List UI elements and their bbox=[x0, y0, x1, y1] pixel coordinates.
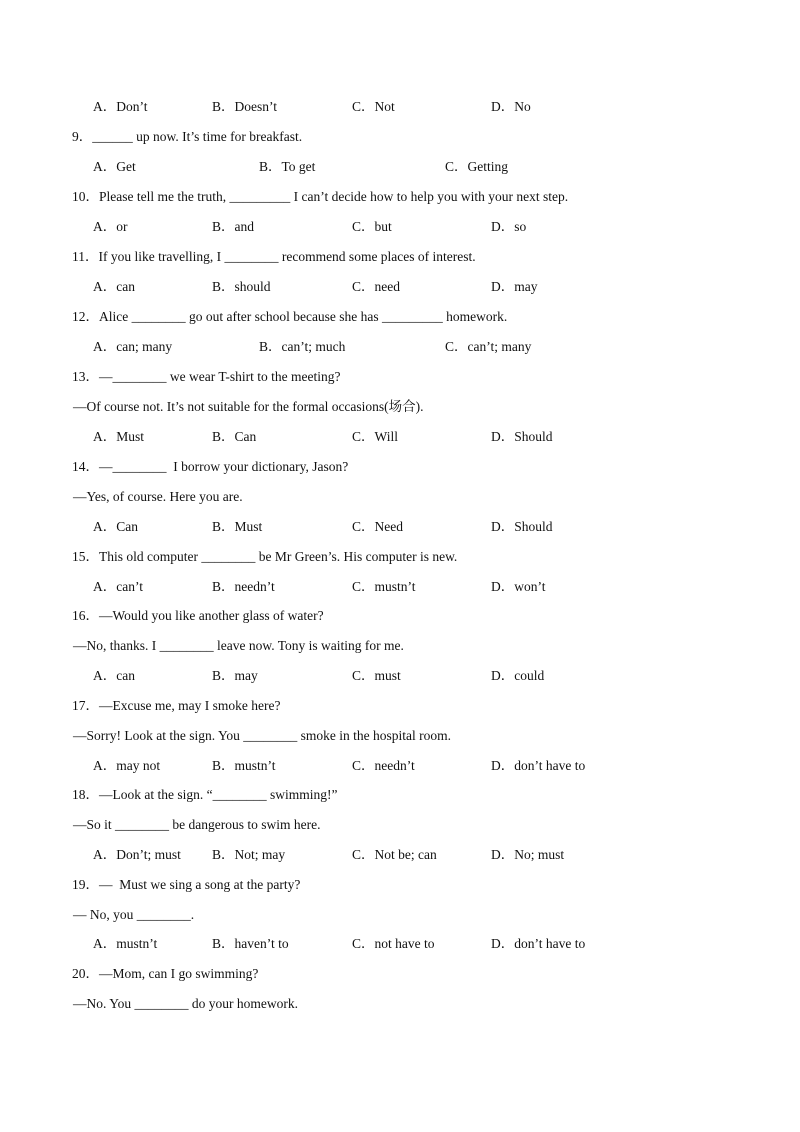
answer-option[interactable]: A．or bbox=[93, 219, 128, 234]
answer-option[interactable]: B．To get bbox=[259, 159, 316, 174]
answer-option[interactable]: D．Should bbox=[491, 429, 553, 444]
question-text: 13．—________ we wear T-shirt to the meeting? bbox=[72, 369, 341, 384]
answer-option[interactable]: C．can’t; many bbox=[445, 339, 532, 354]
answer-option[interactable]: D．could bbox=[491, 668, 545, 683]
answer-option[interactable]: C．but bbox=[352, 219, 392, 234]
answer-option[interactable]: B．Must bbox=[212, 519, 263, 534]
question-text: 20．—Mom, can I go swimming? bbox=[72, 966, 259, 981]
answer-option[interactable]: D．so bbox=[491, 219, 527, 234]
dialog-line: —No. You ________ do your homework. bbox=[73, 996, 299, 1011]
answer-option[interactable]: C．need bbox=[352, 279, 400, 294]
answer-option[interactable]: D．No bbox=[491, 99, 531, 114]
answer-option[interactable]: B．Can bbox=[212, 429, 257, 444]
answer-option[interactable]: A．can; many bbox=[93, 339, 173, 354]
answer-option[interactable]: A．Must bbox=[93, 429, 145, 444]
answer-option[interactable]: A．Can bbox=[93, 519, 138, 534]
dialog-line: —Yes, of course. Here you are. bbox=[73, 489, 243, 504]
dialog-line: —Sorry! Look at the sign. You ________ smoke in the hospital room. bbox=[73, 728, 451, 743]
answer-option[interactable]: B．can’t; much bbox=[259, 339, 346, 354]
answer-option[interactable]: C．Will bbox=[352, 429, 398, 444]
answer-option[interactable]: D．won’t bbox=[491, 579, 546, 594]
question-text: 18．—Look at the sign. “________ swimming!” bbox=[72, 787, 338, 802]
question-text: 15．This old computer ________ be Mr Green’s. His computer is new. bbox=[72, 549, 458, 564]
dialog-line: —So it ________ be dangerous to swim here. bbox=[73, 817, 321, 832]
answer-option[interactable]: C．not have to bbox=[352, 936, 435, 951]
dialog-line: —No, thanks. I ________ leave now. Tony is waiting for me. bbox=[73, 638, 404, 653]
answer-option[interactable]: A．mustn’t bbox=[93, 936, 158, 951]
answer-option[interactable]: A．may not bbox=[93, 758, 161, 773]
answer-option[interactable]: D．No; must bbox=[491, 847, 565, 862]
question-text: 16．—Would you like another glass of water? bbox=[72, 608, 324, 623]
question-text: 17．—Excuse me, may I smoke here? bbox=[72, 698, 281, 713]
answer-option[interactable]: B．Not; may bbox=[212, 847, 286, 862]
question-text: 10．Please tell me the truth, _________ I can’t decide how to help you with your next step. bbox=[72, 189, 569, 204]
answer-option[interactable]: A．can bbox=[93, 668, 135, 683]
answer-option[interactable]: C．Need bbox=[352, 519, 403, 534]
answer-option[interactable]: A．Don’t bbox=[93, 99, 148, 114]
answer-option[interactable]: C．needn’t bbox=[352, 758, 415, 773]
answer-option[interactable]: B．and bbox=[212, 219, 254, 234]
answer-option[interactable]: C．must bbox=[352, 668, 401, 683]
answer-option[interactable]: C．Getting bbox=[445, 159, 508, 174]
question-text: 12．Alice ________ go out after school because she has _________ homework. bbox=[72, 309, 508, 324]
answer-option[interactable]: A．Don’t; must bbox=[93, 847, 181, 862]
answer-option[interactable]: B．mustn’t bbox=[212, 758, 276, 773]
question-text: 19．— Must we sing a song at the party? bbox=[72, 877, 301, 892]
question-text: 14．—________ I borrow your dictionary, Jason? bbox=[72, 459, 349, 474]
answer-option[interactable]: A．Get bbox=[93, 159, 136, 174]
answer-option[interactable]: B．should bbox=[212, 279, 271, 294]
answer-option[interactable]: B．Doesn’t bbox=[212, 99, 278, 114]
answer-option[interactable]: D．may bbox=[491, 279, 538, 294]
question-text: 11．If you like travelling, I ________ recommend some places of interest. bbox=[72, 249, 476, 264]
answer-option[interactable]: B．needn’t bbox=[212, 579, 275, 594]
dialog-line: — No, you ________. bbox=[73, 907, 195, 922]
answer-option[interactable]: D．don’t have to bbox=[491, 936, 586, 951]
answer-option[interactable]: A．can bbox=[93, 279, 135, 294]
answer-option[interactable]: C．Not bbox=[352, 99, 395, 114]
answer-option[interactable]: A．can’t bbox=[93, 579, 143, 594]
answer-option[interactable]: B．may bbox=[212, 668, 258, 683]
answer-option[interactable]: D．Should bbox=[491, 519, 553, 534]
answer-option[interactable]: B．haven’t to bbox=[212, 936, 289, 951]
question-text: 9．______ up now. It’s time for breakfast. bbox=[72, 129, 303, 144]
dialog-line: —Of course not. It’s not suitable for the formal occasions(场合). bbox=[73, 399, 424, 414]
answer-option[interactable]: D．don’t have to bbox=[491, 758, 586, 773]
answer-option[interactable]: C．Not be; can bbox=[352, 847, 437, 862]
answer-option[interactable]: C．mustn’t bbox=[352, 579, 416, 594]
